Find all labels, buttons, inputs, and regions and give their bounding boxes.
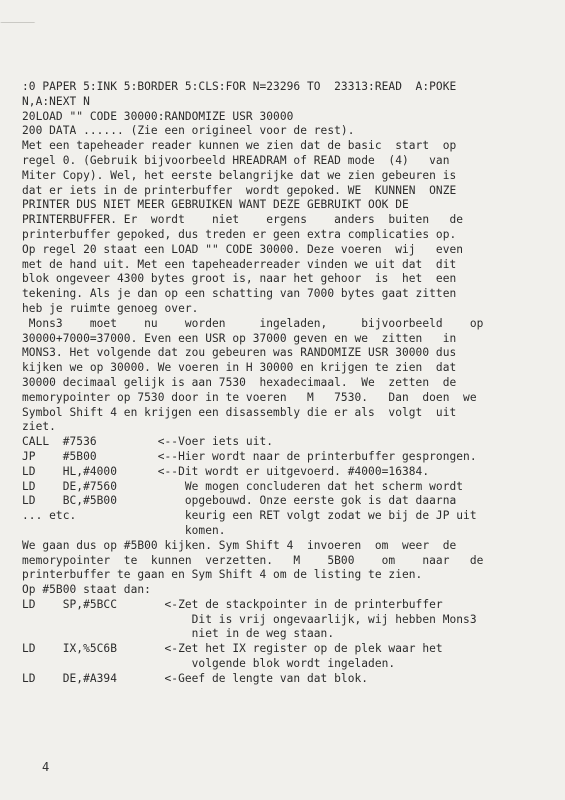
text-line: memorypointer te kunnen verzetten. M 5B00 om naar de [22, 553, 484, 567]
page-number: 4 [42, 760, 50, 774]
text-line: tekening. Als je dan op een schatting van 7000 bytes gaat zitten [22, 287, 457, 301]
text-line: LD DE,#7560 We mogen concluderen dat het scherm wordt [22, 479, 464, 493]
text-line: N,A:NEXT N [22, 94, 90, 108]
text-line: blok ongeveer 4300 bytes groot is, naar het gehoor is het een [22, 272, 457, 286]
text-line: PRINTER DUS NIET MEER GEBRUIKEN WANT DEZE GEBRUIKT OOK DE [22, 198, 409, 212]
text-line: kijken we op 30000. We voeren in H 30000 en krijgen te zien dat [22, 361, 457, 375]
text-line: ... etc. keurig een RET volgt zodat we bij de JP uit [22, 509, 477, 523]
text-line: Op #5B00 staat dan: [22, 583, 151, 597]
text-line: printerbuffer te gaan en Sym Shift 4 om de listing te zien. [22, 568, 423, 582]
text-line: regel 0. (Gebruik bijvoorbeeld HREADRAM of READ mode (4) van [22, 153, 450, 167]
text-line: Met een tapeheader reader kunnen we zien dat de basic start op [22, 139, 457, 153]
text-line: PRINTERBUFFER. Er wordt niet ergens anders buiten de [22, 213, 464, 227]
text-line: LD DE,#A394 <-Geef de lengte van dat blok. [22, 671, 369, 685]
text-line: dat er iets in de printerbuffer wordt gepoked. WE KUNNEN ONZE [22, 183, 457, 197]
text-line: 30000 decimaal gelijk is aan 7530 hexadecimaal. We zetten de [22, 375, 457, 389]
text-line: We gaan dus op #5B00 kijken. Sym Shift 4 invoeren om weer de [22, 538, 457, 552]
document-body [22, 80, 552, 687]
text-line: LD SP,#5BCC <-Zet de stackpointer in de printerbuffer [22, 597, 443, 611]
text-line: niet in de weg staan. [22, 627, 335, 641]
text-line: :0 PAPER 5:INK 5:BORDER 5:CLS:FOR N=23296 TO 23313:READ A:POKE [22, 80, 457, 93]
text-line: CALL #7536 <--Voer iets uit. [22, 435, 274, 449]
text-line: memorypointer op 7530 door in te voeren M 7530. Dan doen we [22, 390, 477, 404]
text-line: Op regel 20 staat een LOAD "" CODE 30000. Deze voeren wij even [22, 242, 464, 256]
text-line: LD IX,%5C6B <-Zet het IX register op de plek waar het [22, 642, 443, 656]
text-line: komen. [22, 523, 226, 537]
text-line: volgende blok wordt ingeladen. [22, 657, 396, 671]
text-line: Miter Copy). Wel, het eerste belangrijke dat we zien gebeuren is [22, 168, 457, 182]
text-line: 200 DATA ...... (Zie een origineel voor de rest). [22, 124, 355, 138]
text-line: ziet. [22, 420, 56, 434]
text-line: 20LOAD "" CODE 30000:RANDOMIZE USR 30000 [22, 109, 294, 123]
text-line: 30000+7000=37000. Even een USR op 37000 geven en we zitten in [22, 331, 457, 345]
page-fold-mark [0, 0, 67, 23]
text-line: JP #5B00 <--Hier wordt naar de printerbuffer gesprongen. [22, 449, 477, 463]
text-line: LD HL,#4000 <--Dit wordt er uitgevoerd. #4000=16384. [22, 464, 430, 478]
text-line: MONS3. Het volgende dat zou gebeuren was RANDOMIZE USR 30000 dus [22, 346, 457, 360]
text-line: met de hand uit. Met een tapeheaderreader vinden we uit dat dit [22, 257, 457, 271]
text-line: heb je ruimte genoeg over. [22, 301, 199, 315]
text-line: printerbuffer gepoked, dus treden er geen extra complicaties op. [22, 227, 457, 241]
text-line: Dit is vrij ongevaarlijk, wij hebben Mons3 [22, 612, 477, 626]
text-line: Mons3 moet nu worden ingeladen, bijvoorbeeld op [22, 316, 484, 330]
text-line: LD BC,#5B00 opgebouwd. Onze eerste gok is dat daarna [22, 494, 457, 508]
text-line: Symbol Shift 4 en krijgen een disassembly die er als volgt uit [22, 405, 457, 419]
